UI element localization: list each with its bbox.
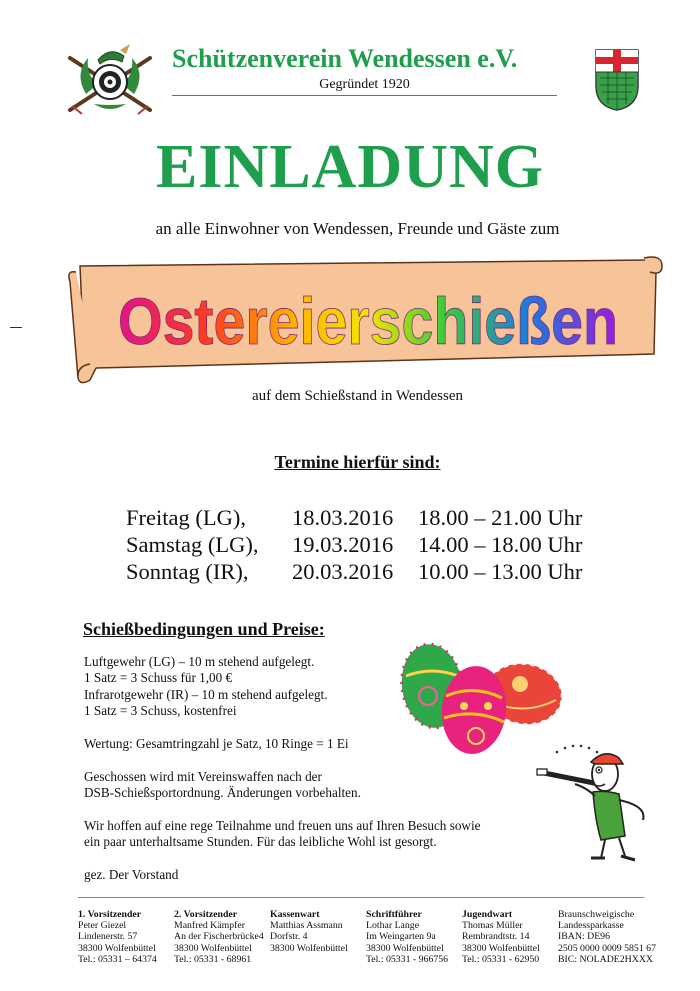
conditions-line: Wir hoffen auf eine rege Teilnahme und freuen uns auf Ihren Besuch sowie [84,818,481,834]
schedule-row [126,504,582,531]
signature-line: gez. Der Vorstand [84,867,179,883]
footer-line: Rembrandtstr. 14 [462,931,530,943]
margin-mark [10,327,22,328]
footer-line: Manfred Kämpfer [174,920,245,932]
banner-title: Ostereierschießen [118,284,618,358]
footer-line: Tel.: 05331 - 966756 [366,953,449,965]
schedule-heading: Termine hierfür sind: [274,452,441,472]
conditions-line: Infrarotgewehr (IR) – 10 m stehend aufgelegt. [84,686,328,702]
footer-line: Peter Giezel [78,920,127,932]
footer-line: Matthias Assmann [270,920,343,932]
footer-line: 38300 Wolfenbüttel [462,942,540,954]
footer-line: 38300 Wolfenbüttel [174,942,252,954]
club-name: Schützenverein Wendessen e.V. [172,44,518,73]
schedule-time: 14.00 – 18.00 Uhr [418,532,583,557]
footer-line: 38300 Wolfenbüttel [78,942,156,954]
footer-line: Thomas Müller [462,920,523,932]
footer-column-bank [558,909,668,965]
footer-role: 2. Vorsitzender [174,909,238,920]
schedule-date: 20.03.2016 [292,559,394,584]
footer-line: Tel.: 05331 - 68961 [174,953,252,965]
footer-line: 38300 Wolfenbüttel [270,942,348,954]
schedule-time: 10.00 – 13.00 Uhr [418,559,583,584]
event-banner [66,252,664,386]
conditions-spacer [84,851,480,867]
conditions-line: Wertung: Gesamtringzahl je Satz, 10 Ringe = 1 Ei [84,736,349,752]
venue-text: auf dem Schießstand in Wendessen [252,388,463,404]
footer-role: Schriftführer [366,909,422,920]
schedule-day: Samstag (LG), [126,532,259,557]
footer-line: 2505 0000 0009 5851 67 [558,942,656,954]
schedule-row [126,558,582,585]
footer-line: Tel.: 05331 - 62950 [462,953,540,965]
conditions-line: 1 Satz = 3 Schuss für 1,00 € [84,670,233,686]
schedule-day: Sonntag (IR), [126,559,249,584]
footer-line: Lothar Lange [366,920,420,932]
schedule-time: 18.00 – 21.00 Uhr [418,505,583,530]
footer-role: Kassenwart [270,909,320,920]
footer-role: Jugendwart [462,909,513,920]
footer-line: Landessparkasse [558,920,624,932]
footer-line: 38300 Wolfenbüttel [366,942,444,954]
footer-line: Im Weingarten 9a [366,931,436,943]
schedule-date: 19.03.2016 [292,532,394,557]
founded-year: Gegründet 1920 [319,77,410,92]
schedule-date: 18.03.2016 [292,505,394,530]
footer-column [270,909,366,965]
conditions-line: Geschossen wird mit Vereinswaffen nach der [84,768,322,784]
footer-line: IBAN: DE96 [558,931,610,943]
footer-line: BIC: NOLADE2HXXX [558,953,653,965]
header-divider [172,95,557,96]
footer-column [462,909,558,965]
footer-line: An der Fischerbrücke4 [174,931,264,943]
shooter-cartoon-icon [535,740,655,870]
schedule-row [126,531,582,558]
conditions-line: Luftgewehr (LG) – 10 m stehend aufgelegt. [84,654,315,669]
bank-name: Braunschweigische [558,909,635,920]
footer-contacts [78,909,668,965]
page-title: EINLADUNG [156,133,544,201]
schedule-table [126,504,582,585]
footer-line: Dorfstr. 4 [270,931,308,943]
conditions-line: DSB-Schießsportordnung. Änderungen vorbehalten. [84,785,361,801]
conditions-line: ein paar unterhaltsame Stunden. Für das leibliche Wohl ist gesorgt. [84,834,437,850]
footer-divider [78,897,644,898]
easter-eggs-icon [396,636,568,756]
footer-column [78,909,174,965]
club-emblem-icon [64,44,156,118]
conditions-heading: Schießbedingungen und Preise: [83,619,325,639]
footer-line: Lindenerstr. 57 [78,931,138,943]
footer-line: Tel.: 05331 – 64374 [78,953,157,965]
town-crest-icon [594,48,640,112]
conditions-spacer [84,802,480,818]
footer-role: 1. Vorsitzender [78,909,142,920]
conditions-line: 1 Satz = 3 Schuss, kostenfrei [84,703,237,719]
intro-text: an alle Einwohner von Wendessen, Freunde und Gäste zum [155,219,560,238]
footer-column [366,909,462,965]
footer-column [174,909,270,965]
schedule-day: Freitag (LG), [126,505,246,530]
